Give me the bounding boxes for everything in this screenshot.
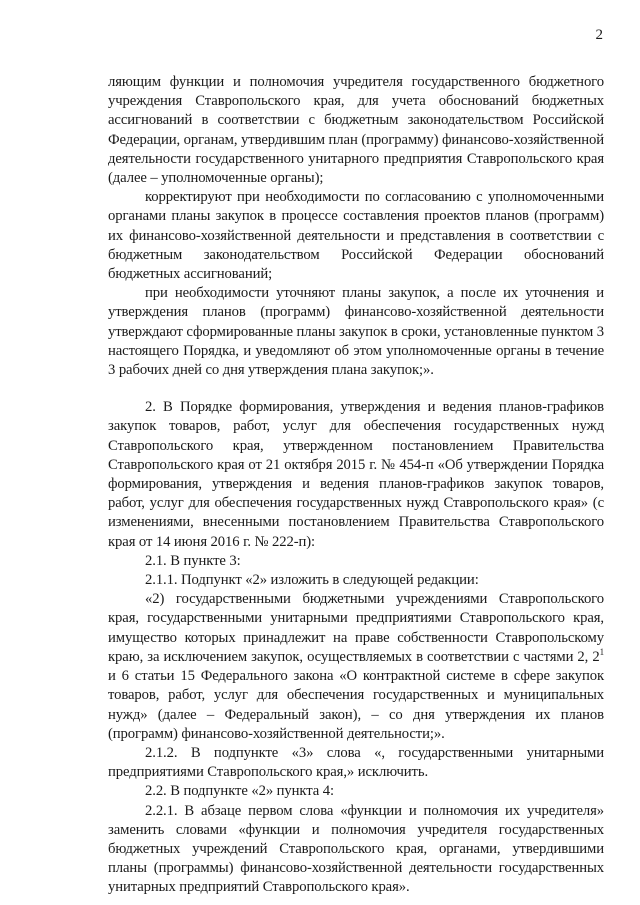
paragraph-gap — [108, 380, 604, 398]
paragraph-adjust-plans: корректируют при необходимости по согласованию с уполномоченными органами планы закупок в процессе составления проектов планов (программ) их финансово-хозяйственной деятельности и представления в соответствии с бюджетным законодательством Российской Федерации обоснований бюджетных ассигнований; — [108, 189, 604, 283]
new-wording-text-end: и 6 статьи 15 Федерального закона «О контрактной системе в сфере закупок товаров, работ, услуг для обеспечения государственных и муниципальных нужд» (далее – Федеральный закон), – со дня утверждения их планов (программ) финансово-хозяйственной деятельности;». — [108, 668, 604, 742]
paragraph-new-wording — [108, 590, 604, 744]
page-number: 2 — [595, 27, 603, 43]
paragraph-2-1: 2.1. В пункте 3: — [145, 552, 241, 569]
document-body — [108, 73, 604, 898]
paragraph-2-1-2: 2.1.2. В подпункте «3» слова «, государственными унитарными предприятиями Ставропольского края,» исключить. — [108, 744, 604, 781]
superscript-1: 1 — [599, 647, 604, 657]
paragraph-2-2-1: 2.2.1. В абзаце первом слова «функции и полномочия их учредителя» заменить словами «функции и полномочия учредителя государственных бюджетных учреждений Ставропольского края, органами, утвердившими планы (программы) финансово-хозяйственной деятельности государственных унитарных предприятий Ставропольского края». — [108, 802, 604, 896]
new-wording-text-start: «2) государственными бюджетными учреждениями Ставропольского края, государственными унитарными предприятиями Ставропольского края, имущество которых принадлежит на праве собственности Ставропольскому краю, за исключением закупок, осуществляемых в соответствии с частями 2, 2 — [108, 591, 604, 665]
paragraph-section-2: 2. В Порядке формирования, утверждения и ведения планов-графиков закупок товаров, работ, услуг для обеспечения государственных нужд Ставропольского края, утвержденном постановлением Правительства Ставропольского края от 21 октября 2015 г. № 454-п «Об утверждении Порядка формирования, утверждения и ведения планов-графиков закупок товаров, работ, услуг для обеспечения государственных нужд Ставропольского края» (с изменениями, внесенными постановлением Правительства Ставропольского края от 14 июня 2016 г. № 222-п): — [108, 399, 604, 550]
paragraph-2-1-1: 2.1.1. Подпункт «2» изложить в следующей редакции: — [145, 572, 479, 589]
paragraph-continuation: ляющим функции и полномочия учредителя государственного бюджетного учреждения Ставропольского края, для учета обоснований бюджетных ассигнований в соответствии с бюджетным законодательством Российской Федерации, органам, утвердившим план (программу) финансово-хозяйственной деятельности государственного унитарного предприятия Ставропольского края (далее – уполномоченные органы); — [108, 74, 604, 187]
paragraph-2-2: 2.2. В подпункте «2» пункта 4: — [145, 783, 334, 800]
paragraph-refine-plans: при необходимости уточняют планы закупок, а после их уточнения и утверждения планов (программ) финансово-хозяйственной деятельности утверждают сформированные планы закупок в сроки, установленные пунктом 3 настоящего Порядка, и уведомляют об этом уполномоченные органы в течение 3 рабочих дней со дня утверждения плана закупок;». — [108, 285, 604, 379]
